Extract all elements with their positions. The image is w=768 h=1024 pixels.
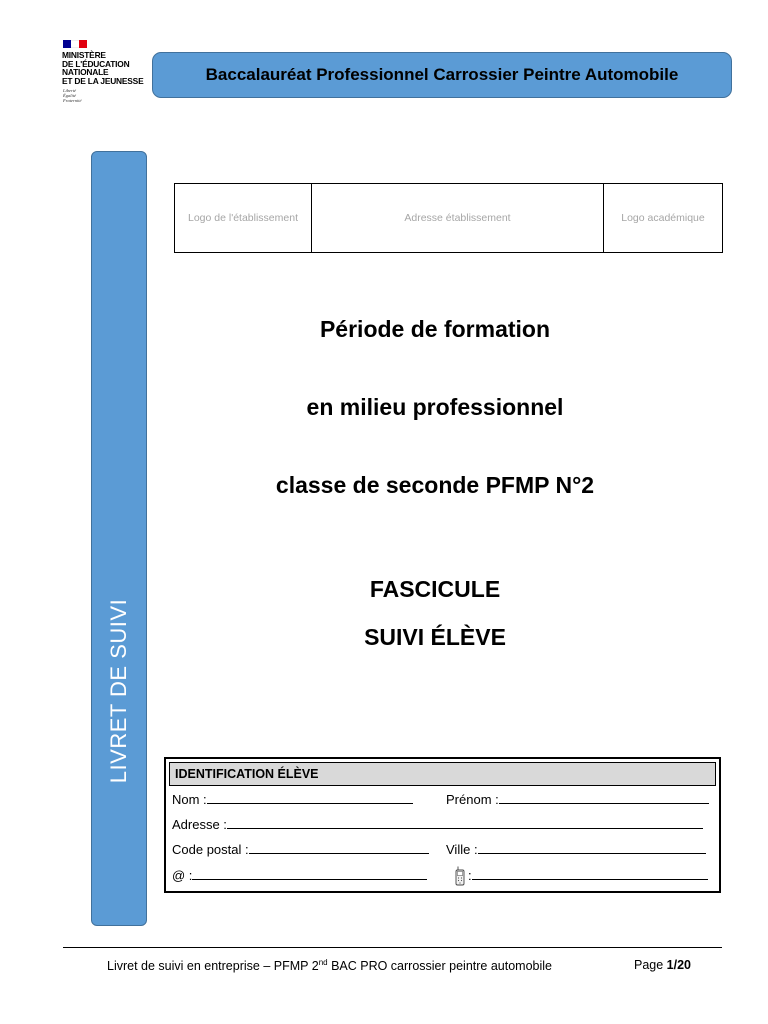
logo-table (174, 183, 723, 253)
title-fascicule: FASCICULE (369, 576, 501, 602)
ministry-line: DE L'ÉDUCATION (62, 58, 130, 69)
ministry-name (62, 51, 143, 85)
mobile-phone-icon (454, 866, 466, 886)
nom-label: Nom : (172, 792, 207, 807)
email-line[interactable] (192, 868, 427, 880)
french-flag-icon (63, 40, 87, 48)
phone-line[interactable] (472, 868, 708, 880)
ville-label: Ville : (446, 842, 478, 857)
page-total: 20 (677, 958, 692, 972)
page-label: Page (634, 958, 667, 972)
phone-field[interactable] (468, 868, 708, 883)
side-band (91, 151, 147, 926)
title-line-3: classe de seconde PFMP N°2 (275, 472, 595, 498)
academic-logo-cell: Logo académique (604, 184, 723, 253)
code-postal-line[interactable] (249, 842, 429, 854)
title-line-2: en milieu professionnel (306, 394, 564, 420)
motto-line: Liberté (63, 88, 76, 93)
ministry-line: NATIONALE (62, 67, 109, 78)
establishment-address-cell: Adresse établissement (312, 184, 604, 253)
ministry-line: ET DE LA JEUNESSE (62, 75, 144, 86)
header-banner (152, 52, 732, 98)
adresse-label: Adresse : (172, 817, 227, 832)
title-suivi-eleve: SUIVI ÉLÈVE (364, 624, 506, 650)
motto-line: Égalité (63, 93, 76, 98)
page-number (634, 958, 691, 972)
prenom-label: Prénom : (446, 792, 499, 807)
identification-box (164, 757, 721, 893)
prenom-line[interactable] (499, 792, 709, 804)
side-label: LIVRET DE SUIVI (106, 598, 131, 784)
nom-field[interactable] (172, 792, 413, 807)
code-postal-field[interactable] (172, 842, 429, 857)
ministry-motto (63, 88, 82, 103)
email-field[interactable] (172, 868, 427, 883)
header-title: Baccalauréat Professionnel Carrossier Peintre Automobile (205, 65, 679, 84)
footer-rule (63, 947, 722, 948)
footer-text-end: BAC PRO carrossier peintre automobile (327, 959, 552, 974)
identification-header: IDENTIFICATION ÉLÈVE (169, 762, 716, 786)
footer-superscript: nd (318, 958, 328, 967)
page-current: 1 (666, 958, 674, 972)
ville-line[interactable] (478, 842, 706, 854)
prenom-field[interactable] (446, 792, 709, 807)
footer-text-start: Livret de suivi en entreprise – PFMP 2 (107, 959, 319, 974)
phone-label: : (468, 868, 472, 883)
email-label: @ : (172, 868, 193, 883)
nom-line[interactable] (207, 792, 413, 804)
footer-text (107, 958, 552, 973)
ville-field[interactable] (446, 842, 706, 857)
motto-line: Fraternité (63, 98, 82, 103)
title-line-1: Période de formation (319, 316, 551, 342)
ministry-line: MINISTÈRE (62, 50, 106, 60)
page-separator: / (673, 958, 678, 972)
adresse-field[interactable] (172, 817, 703, 832)
adresse-line[interactable] (227, 817, 703, 829)
code-postal-label: Code postal : (172, 842, 249, 857)
ministry-logo (62, 40, 152, 110)
establishment-logo-cell: Logo de l'établissement (175, 184, 312, 253)
